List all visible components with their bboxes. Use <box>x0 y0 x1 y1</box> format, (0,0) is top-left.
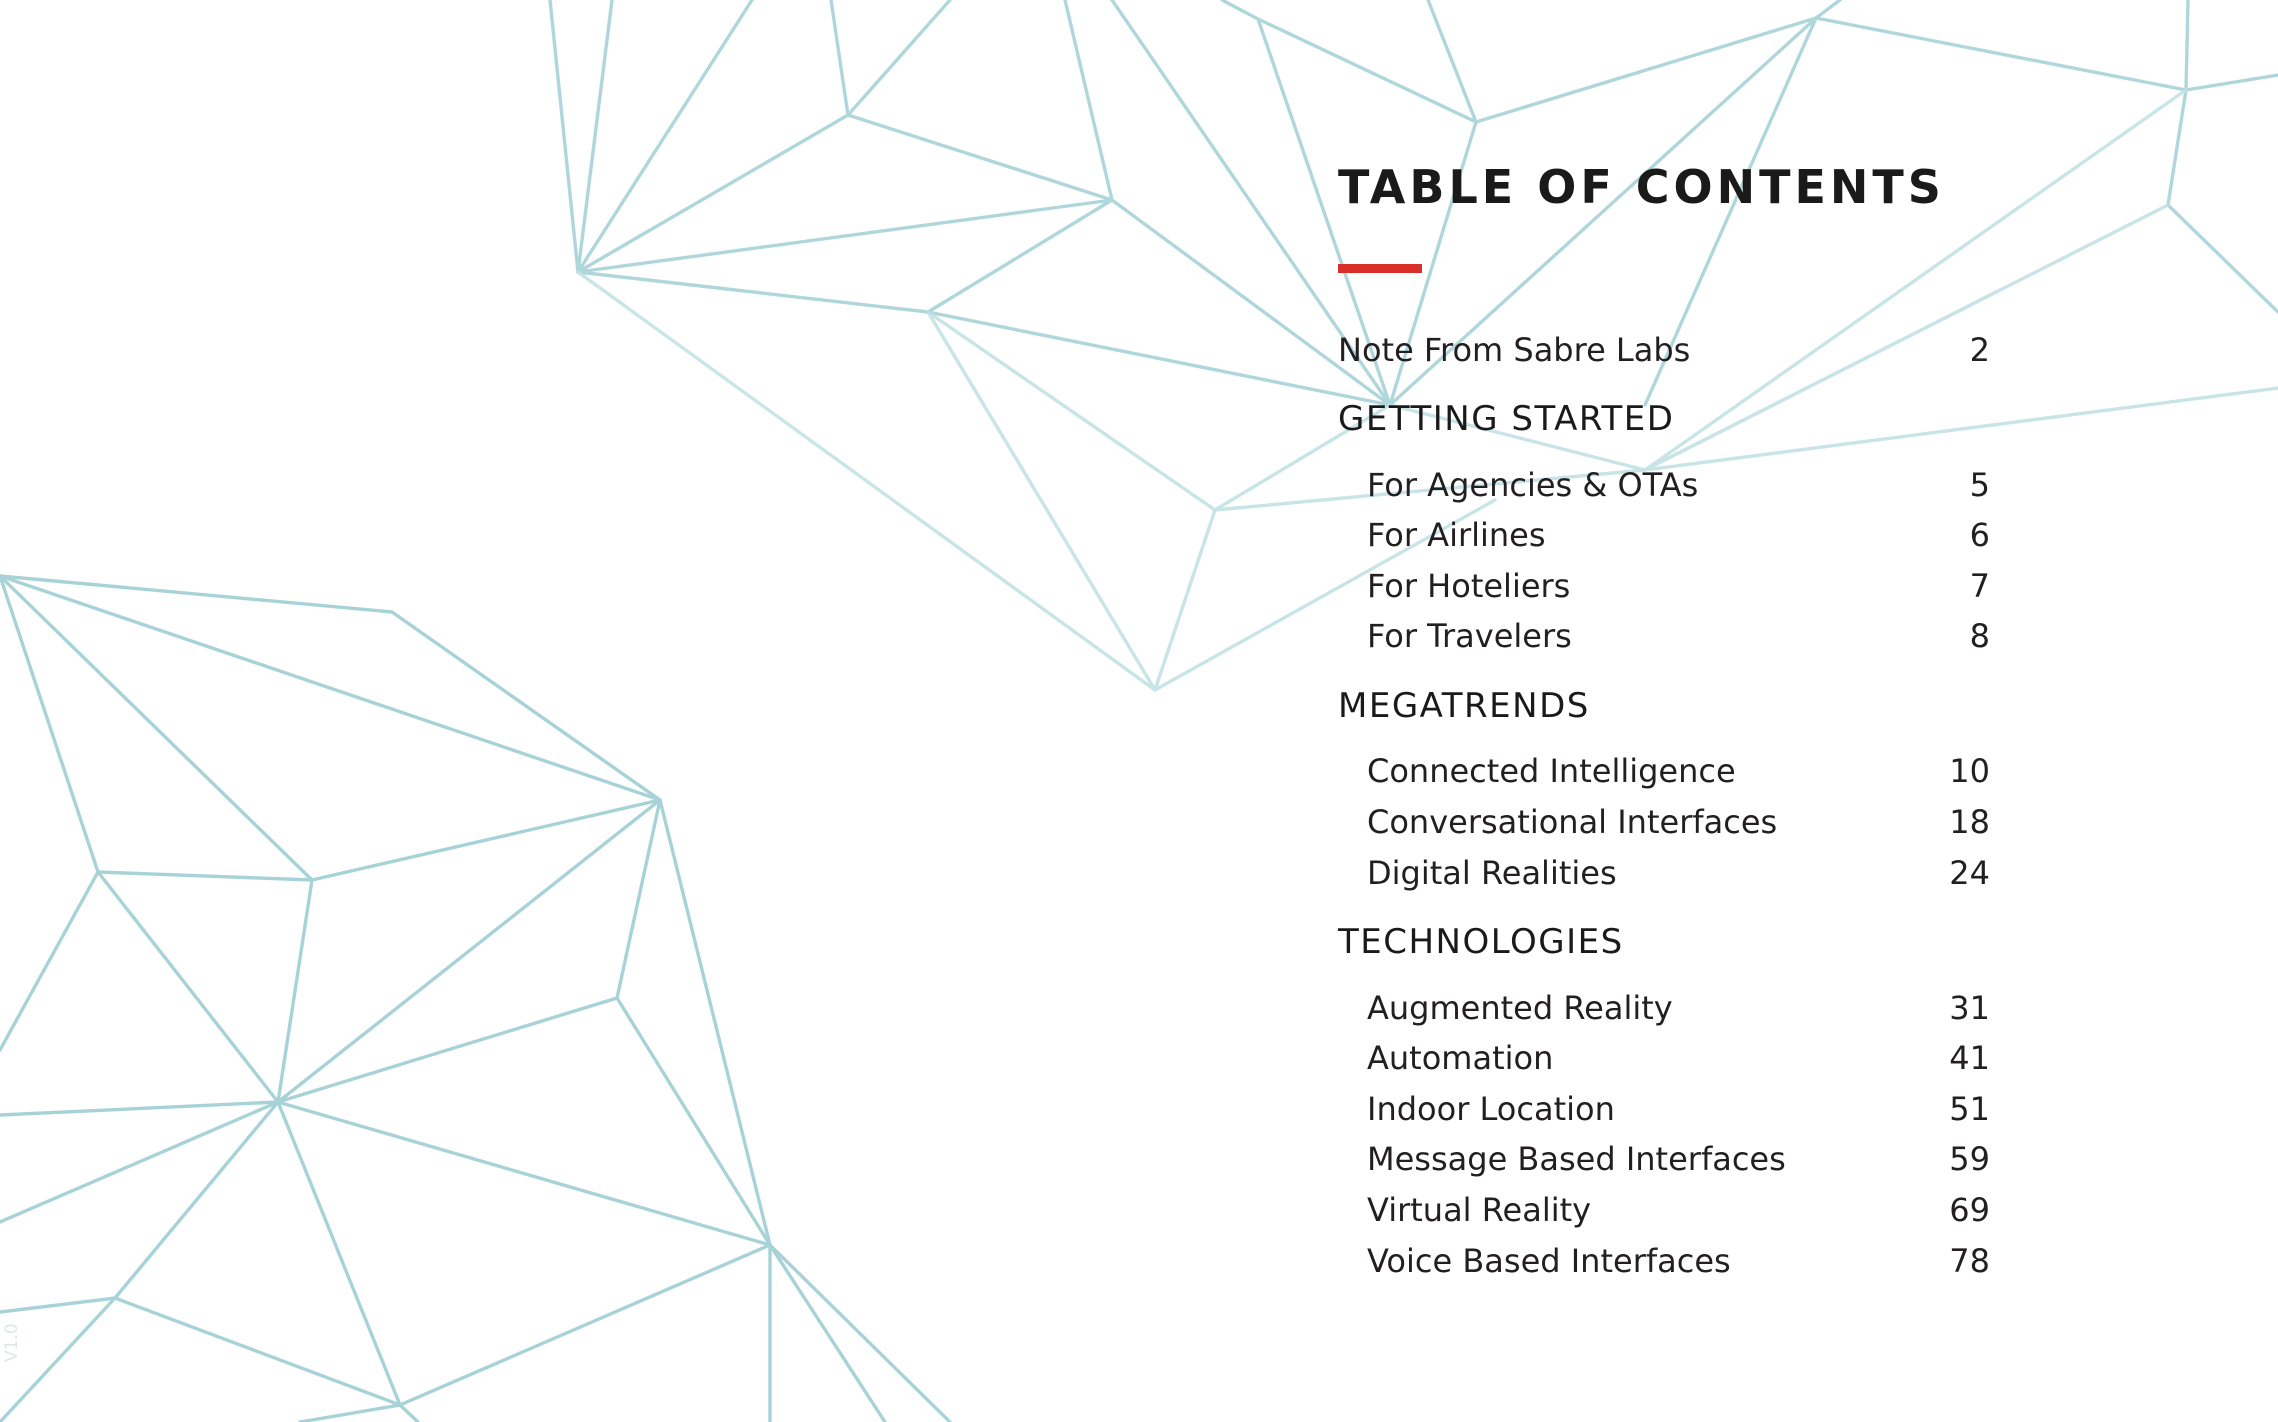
toc-item-page: 5 <box>1969 466 1990 504</box>
toc-item-label: Augmented Reality <box>1367 989 1673 1027</box>
title-accent-bar <box>1338 264 1422 273</box>
toc-item-page: 7 <box>1969 567 1990 605</box>
toc-item-label: Voice Based Interfaces <box>1367 1242 1731 1280</box>
toc-item-virtual-reality[interactable] <box>1367 1185 1990 1235</box>
toc-item-conversational-interfaces[interactable] <box>1367 797 1990 847</box>
toc-item-page: 69 <box>1949 1191 1990 1229</box>
version-folio: V1.0 <box>2 1323 22 1362</box>
toc-item-automation[interactable] <box>1367 1033 1990 1083</box>
toc-item-page: 31 <box>1949 989 1990 1027</box>
toc-item-connected-intelligence[interactable] <box>1367 746 1990 796</box>
toc-item-label: Indoor Location <box>1367 1090 1615 1128</box>
toc-section-megatrends: MEGATRENDS <box>1338 686 1590 726</box>
toc-item-label: For Travelers <box>1367 617 1572 655</box>
toc-item-travelers[interactable] <box>1367 611 1990 661</box>
toc-item-page: 59 <box>1949 1140 1990 1178</box>
toc-item-label: Note From Sabre Labs <box>1338 331 1691 369</box>
toc-section-technologies: TECHNOLOGIES <box>1338 922 1624 962</box>
toc-item-note-from-sabre-labs[interactable] <box>1338 325 1990 375</box>
toc-item-hoteliers[interactable] <box>1367 561 1990 611</box>
toc-item-page: 18 <box>1949 803 1990 841</box>
toc-item-voice-based-interfaces[interactable] <box>1367 1236 1990 1286</box>
toc-item-label: Connected Intelligence <box>1367 752 1736 790</box>
toc-item-label: For Airlines <box>1367 516 1546 554</box>
toc-item-agencies-otas[interactable] <box>1367 460 1990 510</box>
toc-item-label: Conversational Interfaces <box>1367 803 1778 841</box>
toc-item-digital-realities[interactable] <box>1367 848 1990 898</box>
toc-item-page: 51 <box>1949 1090 1990 1128</box>
toc-item-label: For Agencies & OTAs <box>1367 466 1699 504</box>
toc-item-augmented-reality[interactable] <box>1367 983 1990 1033</box>
toc-item-label: For Hoteliers <box>1367 567 1571 605</box>
toc-item-page: 10 <box>1949 752 1990 790</box>
toc-item-label: Virtual Reality <box>1367 1191 1592 1229</box>
toc-item-page: 24 <box>1949 854 1990 892</box>
toc-item-page: 41 <box>1949 1039 1990 1077</box>
toc-section-getting-started: GETTING STARTED <box>1338 399 1675 439</box>
toc-item-label: Automation <box>1367 1039 1554 1077</box>
toc-item-page: 78 <box>1949 1242 1990 1280</box>
toc-item-page: 6 <box>1969 516 1990 554</box>
toc-item-indoor-location[interactable] <box>1367 1084 1990 1134</box>
toc-item-label: Message Based Interfaces <box>1367 1140 1786 1178</box>
toc-item-message-based-interfaces[interactable] <box>1367 1134 1990 1184</box>
toc-item-label: Digital Realities <box>1367 854 1617 892</box>
page-title: TABLE OF CONTENTS <box>1338 160 1945 214</box>
toc-item-page: 2 <box>1969 331 1990 369</box>
toc-item-airlines[interactable] <box>1367 510 1990 560</box>
toc-item-page: 8 <box>1969 617 1990 655</box>
